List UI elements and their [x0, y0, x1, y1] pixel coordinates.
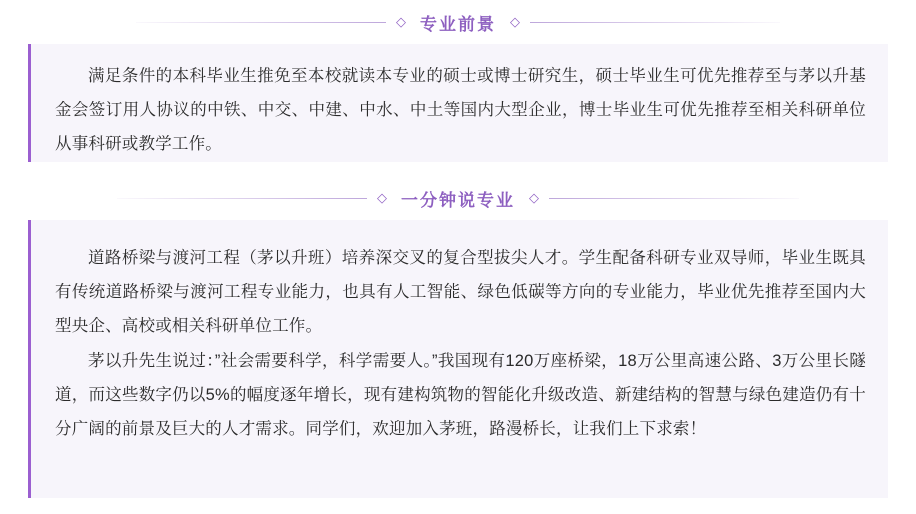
section-header-one-minute — [28, 176, 888, 220]
diamond-ornament-icon: ◇ — [510, 13, 520, 29]
section-gap — [28, 168, 888, 176]
header-rule-left — [136, 22, 386, 23]
header-rule-right — [549, 198, 799, 199]
section-prospects — [28, 0, 888, 162]
paragraph: 道路桥梁与渡河工程（茅以升班）培养深交叉的复合型拔尖人才。学生配备科研专业双导师，毕业生既具有传统道路桥梁与渡河工程专业能力，也具有人工智能、绿色低碳等方向的专业能力，毕业优先推荐至国内大型央企、高校或相关科研单位工作。 — [55, 249, 866, 335]
paragraph: 满足条件的本科毕业生推免至本校就读本专业的硕士或博士研究生，硕士毕业生可优先推荐至与茅以升基金会签订用人协议的中铁、中交、中建、中水、中土等国内大型企业，博士毕业生可优先推荐至相关科研单位从事科研或教学工作。 — [55, 67, 866, 153]
section-title-one-minute: 一分钟说专业 — [401, 190, 515, 210]
paragraph: 茅以升先生说过：”社会需要科学，科学需要人。”我国现有120万座桥梁，18万公里高速公路、3万公里长隧道，而这些数字仍以5%的幅度逐年增长，现有建构筑物的智能化升级改造、新建结构的智慧与绿色建造仍有十分广阔的前景及巨大的人才需求。同学们，欢迎加入茅班，路漫桥长，让我们上下求索！ — [55, 352, 866, 439]
diamond-ornament-icon: ◇ — [377, 189, 387, 205]
content-card-prospects — [28, 44, 888, 162]
content-card-one-minute — [28, 220, 888, 498]
diamond-ornament-icon: ◇ — [529, 189, 539, 205]
diamond-ornament-icon: ◇ — [396, 13, 406, 29]
header-rule-right — [530, 22, 780, 23]
header-rule-left — [117, 198, 367, 199]
section-header-prospects — [28, 0, 888, 44]
section-one-minute — [28, 176, 888, 498]
section-title-prospects: 专业前景 — [420, 14, 496, 34]
